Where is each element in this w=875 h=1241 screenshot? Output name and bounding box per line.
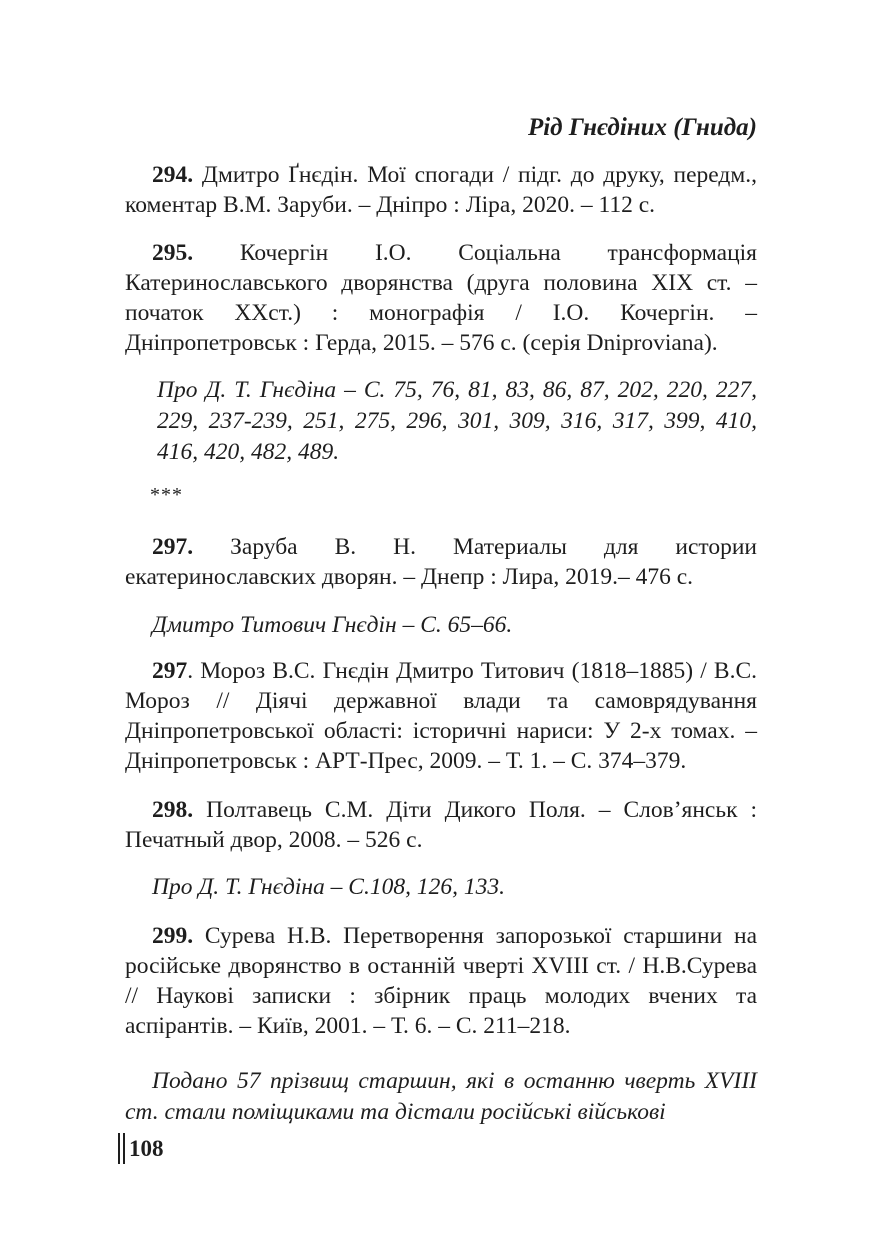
- entry-note: Про Д. Т. Гнєдіна – С.108, 126, 133.: [152, 874, 505, 900]
- entry-number: 299.: [152, 923, 194, 949]
- entry-number: 297: [152, 658, 188, 684]
- folio-rule: [123, 1133, 125, 1164]
- entry-number: 294.: [152, 162, 194, 188]
- entry-text: Заруба В. Н. Материалы для истории екатеринославских дворян. – Днепр : Лира, 2019.– 476 с.: [125, 534, 757, 590]
- running-title: Рід Гнєдіних (Гнида): [527, 114, 757, 141]
- entry-number: 298.: [152, 797, 194, 823]
- entry-note: Дмитро Титович Гнєдін – С. 65–66.: [152, 612, 513, 638]
- entry-note: Про Д. Т. Гнєдіна – С. 75, 76, 81, 83, 86, 87, 202, 220, 227, 229, 237-239, 251, 275, 296, 301, 309, 316, 317, 399, 410, 416, 420, 482, 489.: [157, 377, 757, 465]
- bib-entry-299: [125, 921, 757, 1041]
- bib-entry-295: [125, 238, 757, 358]
- bib-entry-297: [125, 532, 757, 592]
- entry-text: Полтавець С.М. Діти Дикого Поля. – Слов’янськ : Печатный двор, 2008. – 526 с.: [125, 797, 757, 853]
- folio-rule: [118, 1133, 120, 1164]
- entry-text: Кочергін І.О. Соціальна трансформація Катеринославського дворянства (друга половина ХІХ ст. – початок ХХст.) : монографія / І.О. Кочергін. – Дніпропетровськ : Герда, 2015. – 576 с. (серія Dniproviana).: [125, 240, 757, 356]
- section-separator: ***: [150, 484, 183, 506]
- entry-text: Дмитро Ґнєдін. Мої спогади / підг. до друку, передм., коментар В.М. Заруби. – Дніпро : Ліра, 2020. – 112 с.: [125, 162, 757, 218]
- entry-number: 295.: [152, 240, 194, 266]
- entry-number: 297.: [152, 534, 194, 560]
- bib-entry-294: [125, 160, 757, 220]
- bib-entry-297-b: [125, 656, 757, 776]
- entry-text: . Мороз В.С. Гнєдін Дмитро Титович (1818–1885) / В.С. Мороз // Діячі державної влади та самоврядування Дніпропетровської області: історичні нариси: У 2-х томах. – Дніпропетровськ : АРТ-Прес, 2009. – Т. 1. – С. 374–379.: [125, 658, 757, 774]
- page-footer: [118, 1133, 164, 1164]
- bib-entry-298: [125, 795, 757, 855]
- page-number: 108: [129, 1135, 164, 1161]
- entry-note: Подано 57 прізвищ старшин, які в останню чверть XVIII ст. стали поміщиками та дістали російські військові: [125, 1068, 757, 1125]
- entry-text: Сурева Н.В. Перетворення запорозької старшини на російське дворянство в останній чверті XVIII ст. / Н.В.Сурева // Наукові записки : збірник праць молодих вчених та аспірантів. – Київ, 2001. – Т. 6. – С. 211–218.: [125, 923, 757, 1039]
